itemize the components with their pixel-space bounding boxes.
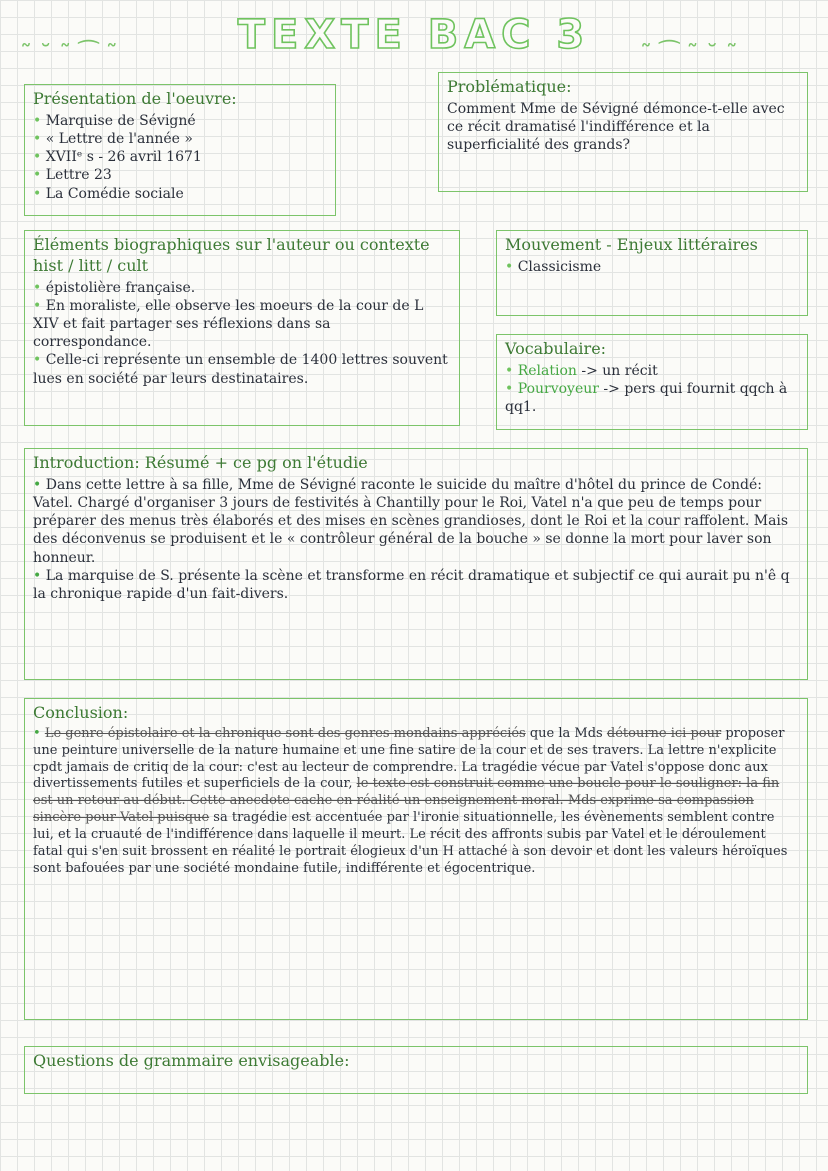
mouvement-heading: Mouvement - Enjeux littéraires <box>505 235 758 254</box>
crossed-out-text: le texte est construit comme une boucle pour le souligner: la fin est un retour au début. Cette anecdote cache en réalité un enseignement moral. Mds exprime sa compassion sincère pour Vatel puisque <box>33 776 780 826</box>
vocab-term: Relation <box>517 362 577 379</box>
grammaire-box <box>24 1046 808 1094</box>
list-item: • Celle-ci représente un ensemble de 1400 lettres souvent lues en société par leurs destinataires. <box>33 351 451 387</box>
introduction-paragraph-1: • Dans cette lettre à sa fille, Mme de Sévigné raconte le suicide du maître d'hôtel du prince de Condé: Vatel. Chargé d'organiser 3 jours de festivités à Chantilly pour le Roi, Vatel n'a que peu de temps pour préparer des menus très élaborés et des mises en scènes grandioses, dont le Roi et la cour raffolent. Mais des déconvenus se produisent et le « contrôleur général de la bouche » se donne la mort pour laver son honneur. <box>33 476 789 566</box>
title-swash-right: ˜ ⁀ ˜ ˘ ˜ <box>640 40 738 68</box>
list-item: • La Comédie sociale <box>33 185 327 203</box>
biographie-list <box>33 279 451 388</box>
list-item <box>505 380 799 416</box>
vocabulaire-heading: Vocabulaire: <box>505 339 607 358</box>
presentation-heading: Présentation de l'oeuvre: <box>33 89 237 108</box>
mouvement-box <box>496 230 808 316</box>
biographie-box <box>24 230 460 426</box>
vocabulaire-list <box>505 362 799 417</box>
list-item: • En moraliste, elle observe les moeurs de la cour de L XIV et fait partager ses réflexions dans sa correspondance. <box>33 297 451 352</box>
conclusion-box <box>24 698 808 1020</box>
crossed-out-text: Le genre épistolaire et la chronique sont des genres mondains appréciés <box>44 725 526 741</box>
problematique-text: Comment Mme de Sévigné démonce-t-elle avec ce récit dramatisé l'indifférence et la superficialité des grands? <box>447 100 785 154</box>
grammaire-heading: Questions de grammaire envisageable: <box>33 1051 350 1070</box>
mouvement-list <box>505 258 799 276</box>
presentation-list <box>33 112 327 203</box>
introduction-paragraph-2: • La marquise de S. présente la scène et transforme en récit dramatique et subjectif ce qui aurait pu n'ê q la chronique rapide d'un fait-divers. <box>33 567 790 602</box>
introduction-heading: Introduction: Résumé + ce pg on l'étudie <box>33 453 368 472</box>
conclusion-text: • Le genre épistolaire et la chronique sont des genres mondains appréciés que la Mds détourne ici pour proposer une peinture universelle de la nature humaine et une fine satire de la cour et de ses travers. La lettre n'explicite cpdt jamais de critiq de la cour: c'est au lecteur de comprendre. La tragédie vécue par Vatel s'oppose donc aux divertissements futiles et superficiels de la cour, le texte est construit comme une boucle pour le souligner: la fin est un retour au début. Cette anecdote cache en réalité un enseignement moral. Mds exprime sa compassion sincère pour Vatel puisque sa tragédie est accentuée par l'ironie situationnelle, les évènements semblent contre lui, et la cruauté de l'indifférence dans laquelle il meurt. Le récit des affronts subis par Vatel et le déroulement fatal qui s'en suit brossent en réalité le portrait élogieux d'un H attaché à son devoir et dont les valeurs héroïques sont bafouées par une société mondaine futile, indifférente et égocentrique. <box>33 725 788 876</box>
vocab-definition: -> pers qui fournit qqch à qq1. <box>505 380 788 416</box>
problematique-heading: Problématique: <box>447 77 572 96</box>
list-item: • XVIIᵉ s - 26 avril 1671 <box>33 148 327 166</box>
conclusion-heading: Conclusion: <box>33 703 129 722</box>
presentation-box <box>24 84 336 216</box>
vocab-definition: -> un récit <box>581 362 658 379</box>
title-swash-left: ˜ ˘ ˜ ⁀ ˜ <box>20 40 118 68</box>
crossed-out-text: détourne ici pour <box>606 725 722 741</box>
vocabulaire-box <box>496 334 808 430</box>
introduction-box <box>24 448 808 680</box>
list-item: • Lettre 23 <box>33 166 327 184</box>
problematique-box <box>438 72 808 192</box>
vocab-term: Pourvoyeur <box>517 380 599 397</box>
list-item: • épistolière française. <box>33 279 451 297</box>
list-item: • « Lettre de l'année » <box>33 130 327 148</box>
list-item: • Marquise de Sévigné <box>33 112 327 130</box>
list-item <box>505 362 799 380</box>
page-title: TEXTE BAC 3 <box>237 12 591 58</box>
list-item: • Classicisme <box>505 258 799 276</box>
biographie-heading: Éléments biographiques sur l'auteur ou contexte hist / litt / cult <box>33 235 430 275</box>
